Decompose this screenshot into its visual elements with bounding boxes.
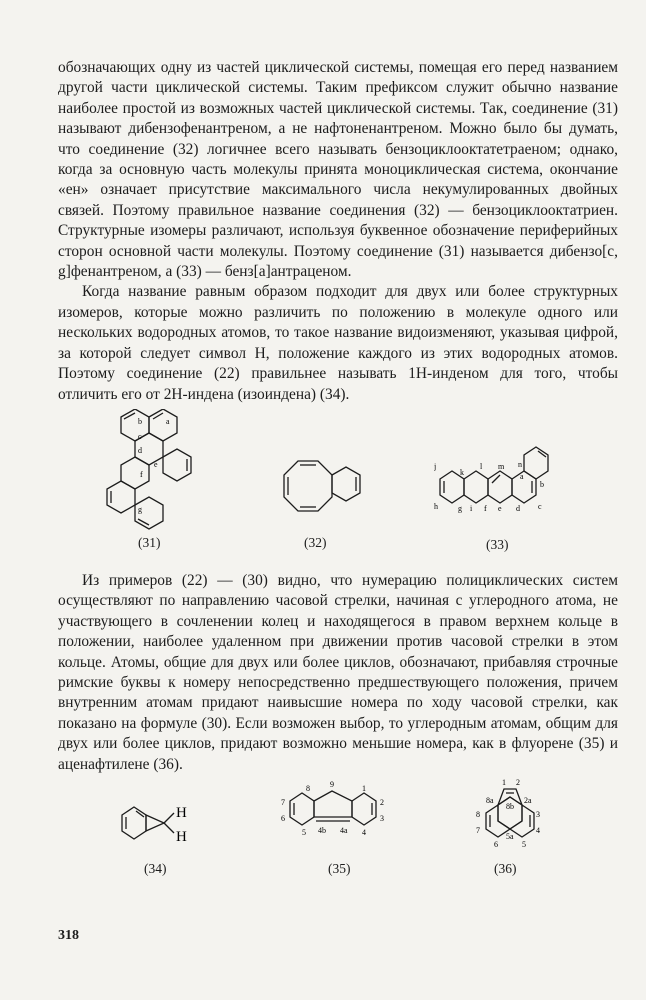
atom-label: c [138, 431, 142, 441]
atom-label: i [470, 503, 473, 513]
page-content [58, 58, 618, 893]
structure-35 [278, 777, 408, 853]
atom-label: 3 [536, 809, 540, 819]
atom-label: f [484, 503, 487, 513]
atom-label: 1 [362, 783, 366, 793]
atom-label: 7 [281, 797, 285, 807]
atom-label: b [138, 416, 142, 426]
atom-label: 9 [330, 779, 334, 789]
atom-label: 8a [486, 795, 494, 805]
atom-label: l [480, 461, 483, 471]
atom-label: 2 [380, 797, 384, 807]
atom-label: a [520, 471, 524, 481]
structure-31 [98, 409, 208, 537]
atom-label: b [540, 479, 544, 489]
figure-row-top [58, 405, 618, 555]
paragraph-2: Когда название равным образом подходит для двух или более структурных изомеров, которые можно различить по положению в молекуле одного или нескольких водородных атомов, то такое название видоизменяют, указывая цифрой, за которой следует символ H, положение каждого из этих водородных атомов. Поэтому соединение (22) правильнее называть 1H-инденом для того, чтобы отличить его от 2H-индена (изоиндена) (34). [58, 283, 618, 403]
structure-36 [456, 775, 566, 859]
atom-label: g [138, 504, 142, 514]
atom-label: 2a [524, 795, 532, 805]
atom-label: h [434, 501, 438, 511]
atom-label: 4b [318, 825, 326, 835]
label-34: (34) [144, 860, 167, 876]
atom-label: 7 [476, 825, 480, 835]
atom-label: 8b [506, 801, 514, 811]
atom-label: 4 [536, 825, 540, 835]
atom-label: 5 [302, 827, 306, 837]
atom-label: 5a [506, 831, 514, 841]
structure-32 [276, 457, 372, 521]
atom-label: 6 [281, 813, 285, 823]
structure-34 [116, 797, 220, 853]
paragraph-1: обозначающих одну из частей циклической системы, помещая его перед названием другой части циклической системы. Таким префиксом служит обычно название наиболее простой из возможных частей циклической системы. Так, соединение (31) называют дибензофенантреном, а не нафтоненантреном. Можно было бы думать, что соединение (32) логичнее всего называть бензоциклооктатетраеном; однако, когда за основную часть молекулы принята моноциклическая система, окончание «ен» означает присутствие максимального числа некумулированных двойных связей. Поэтому правильное название соединения (32) — бензоциклооктатриен. Структурные изомеры различают, используя буквенное обозначение периферийных сторон основной части молекулы. Поэтому соединение (31) называется дибензо[c, g]фенантреном, а (33) — бенз[a]антраценом. [58, 59, 618, 281]
atom-label: d [138, 445, 142, 455]
paragraph-3: Из примеров (22) — (30) видно, что нумерацию полициклических систем осуществляют по направлению часовой стрелки, начиная с углеродного атома, не участвующего в сочленении колец и находящегося в правом верхнем кольце в положении, наиболее удаленном при движении против часовой стрелки в этом кольце. Атомы, общие для двух или более циклов, обозначают, прибавляя строчные римские буквы к номеру непосредственно предшествующего положения, причем внутренним атомам придают наивысшие номера по ходу часовой стрелки, как показано на формуле (30). Если возможен выбор, то углеродным атомам, общим для двух или более циклов, придают возможно меньшие номера, как в флуорене (35) и аценафтилене (36). [58, 571, 618, 773]
page-number: 318 [58, 928, 79, 943]
atom-label: n [518, 459, 522, 469]
atom-label: 2 [516, 777, 520, 787]
atom-label: k [460, 467, 464, 477]
structure-33 [434, 431, 568, 521]
label-31: (31) [138, 534, 161, 550]
atom-label: H [176, 828, 187, 845]
atom-label: a [166, 416, 170, 426]
atom-label: 3 [380, 813, 384, 823]
atom-label: d [516, 503, 520, 513]
atom-label: 5 [522, 839, 526, 849]
atom-label: 1 [502, 777, 506, 787]
figure-row-bottom [58, 775, 618, 893]
label-36: (36) [494, 860, 517, 876]
atom-label: m [498, 461, 505, 471]
label-33: (33) [486, 536, 509, 552]
atom-label: 6 [494, 839, 498, 849]
atom-label: 4a [340, 825, 348, 835]
atom-label: 8 [476, 809, 480, 819]
atom-label: j [434, 461, 437, 471]
atom-label: e [154, 459, 158, 469]
atom-label: f [140, 469, 143, 479]
atom-label: H [176, 804, 187, 821]
atom-label: 4 [362, 827, 366, 837]
atom-label: e [498, 503, 502, 513]
atom-label: c [538, 501, 542, 511]
atom-label: 8 [306, 783, 310, 793]
label-32: (32) [304, 534, 327, 550]
atom-label: g [458, 503, 462, 513]
label-35: (35) [328, 860, 351, 876]
